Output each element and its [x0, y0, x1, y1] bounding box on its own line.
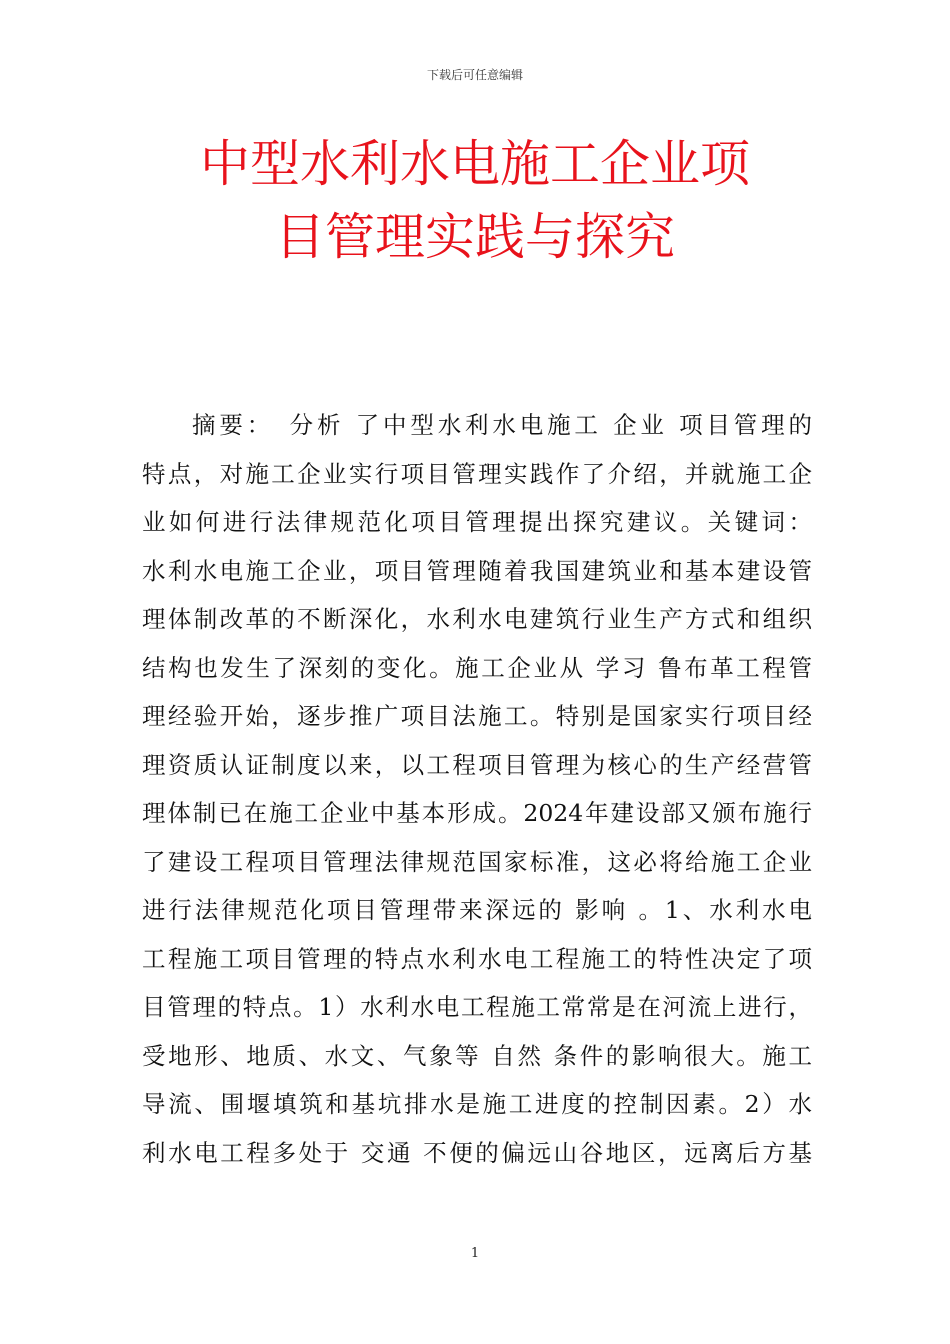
body-line: 理体制已在施工企业中基本形成。2024年建设部又颁布施行	[142, 799, 812, 827]
body-line: 理资质认证制度以来，以工程项目管理为核心的生产经营管	[142, 750, 812, 779]
document-title	[100, 128, 850, 274]
body-line: 利水电工程多处于 交通 不便的偏远山谷地区，远离后方基	[142, 1138, 812, 1167]
title-line-2: 目管理实践与探究	[275, 208, 675, 266]
document-body	[142, 401, 812, 1177]
body-line: 业如何进行法律规范化项目管理提出探究建议。关键词：	[142, 508, 812, 536]
body-line: 理经验开始，逐步推广项目法施工。特别是国家实行项目经	[142, 702, 812, 730]
body-line: 目管理的特点。1）水利水电工程施工常常是在河流上进行，	[142, 993, 812, 1021]
body-line: 特点，对施工企业实行项目管理实践作了介绍，并就施工企	[142, 459, 812, 488]
body-line: 水利水电施工企业，项目管理随着我国建筑业和基本建设管	[142, 556, 812, 585]
body-line: 进行法律规范化项目管理带来深远的 影响 。1、水利水电	[142, 896, 812, 924]
body-line: 摘要： 分析 了中型水利水电施工 企业 项目管理的	[192, 411, 812, 439]
body-line: 受地形、地质、水文、气象等 自然 条件的影响很大。施工	[142, 1041, 812, 1070]
body-line: 结构也发生了深刻的变化。施工企业从 学习 鲁布革工程管	[142, 653, 812, 682]
page-number: 1	[470, 1246, 480, 1261]
body-line: 理体制改革的不断深化，水利水电建筑行业生产方式和组织	[142, 605, 812, 633]
header-note: 下载后可任意编辑	[426, 68, 523, 82]
body-line: 导流、围堰填筑和基坑排水是施工进度的控制因素。2）水	[142, 1090, 812, 1118]
title-line-1: 中型水利水电施工企业项	[200, 135, 750, 193]
body-line: 了建设工程项目管理法律规范国家标准，这必将给施工企业	[142, 847, 812, 876]
body-line: 工程施工项目管理的特点水利水电工程施工的特性决定了项	[142, 944, 812, 973]
